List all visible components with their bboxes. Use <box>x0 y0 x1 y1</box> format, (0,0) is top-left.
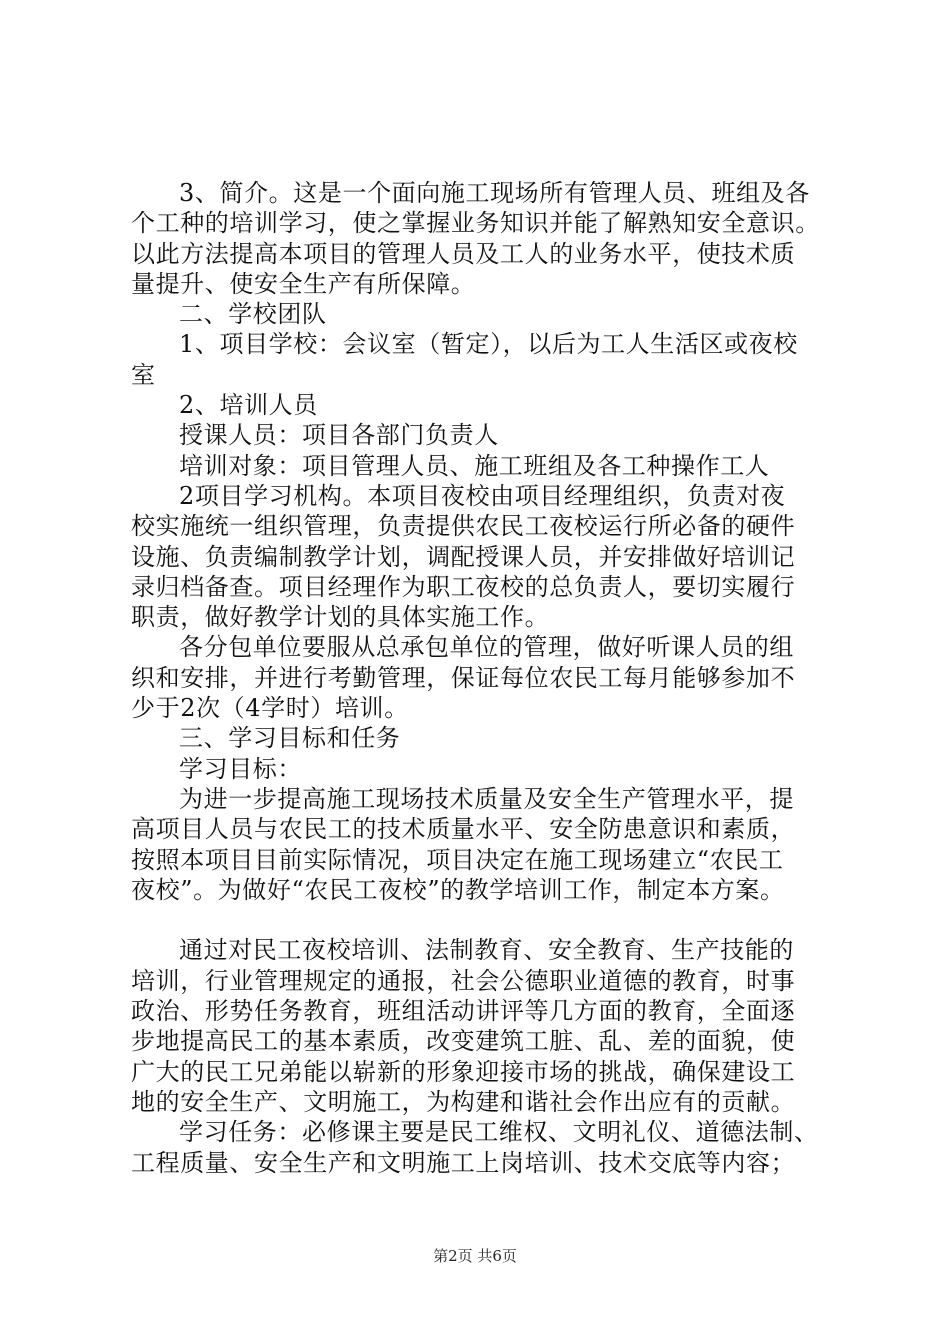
body-line: 通过对民工夜校培训、法制教育、安全教育、生产技能的 <box>179 936 794 965</box>
body-line: 培训对象：项目管理人员、施工班组及各工种操作工人 <box>179 451 770 480</box>
body-line: 2、培训人员 <box>179 391 318 420</box>
body-line: 步地提高民工的基本素质，改变建筑工脏、乱、差的面貌，使 <box>131 1027 796 1056</box>
body-line: 广大的民工兄弟能以崭新的形象迎接市场的挑战，确保建设工 <box>131 1057 796 1086</box>
body-line: 录归档备查。项目经理作为职工夜校的总负责人，要切实履行 <box>131 572 796 601</box>
section-heading: 二、学校团队 <box>179 300 327 329</box>
body-line: 学习目标： <box>179 754 302 783</box>
body-line: 3、简介。这是一个面向施工现场所有管理人员、班组及各 <box>179 179 810 207</box>
body-line: 室 <box>131 360 156 389</box>
body-line: 地的安全生产、文明施工，为构建和谐社会作出应有的贡献。 <box>131 1087 796 1116</box>
body-line: 2项目学习机构。本项目夜校由项目经理组织，负责对夜 <box>179 481 786 510</box>
body-line: 设施、负责编制教学计划，调配授课人员，并安排做好培训记 <box>131 542 796 571</box>
body-line: 按照本项目目前实际情况，项目决定在施工现场建立“农民工 <box>131 845 784 874</box>
body-line: 校实施统一组织管理，负责提供农民工夜校运行所必备的硬件 <box>131 512 796 541</box>
body-line: 以此方法提高本项目的管理人员及工人的业务水平，使技术质 <box>131 239 796 268</box>
body-line: 授课人员：项目各部门负责人 <box>179 421 499 450</box>
body-line: 各分包单位要服从总承包单位的管理，做好听课人员的组 <box>179 633 794 662</box>
section-heading: 三、学习目标和任务 <box>179 724 401 753</box>
body-line: 为进一步提高施工现场技术质量及安全生产管理水平，提 <box>179 784 794 813</box>
body-line: 夜校”。为做好“农民工夜校”的教学培训工作，制定本方案。 <box>131 875 785 904</box>
body-line: 培训，行业管理规定的通报，社会公德职业道德的教育，时事 <box>131 966 796 995</box>
body-line: 职责，做好教学计划的具体实施工作。 <box>131 603 550 632</box>
body-line: 织和安排，并进行考勤管理，保证每位农民工每月能够参加不 <box>131 663 796 692</box>
body-line: 少于2次（4学时）培训。 <box>131 694 409 723</box>
body-line: 学习任务：必修课主要是民工维权、文明礼仪、道德法制、 <box>179 1118 819 1147</box>
blank-line <box>131 905 851 935</box>
page-number-footer: 第2页 共6页 <box>433 1247 517 1265</box>
body-line: 个工种的培训学习，使之掌握业务知识并能了解熟知安全意识。 <box>131 209 820 238</box>
body-line: 政治、形势任务教育，班组活动讲评等几方面的教育，全面逐 <box>131 997 796 1026</box>
document-body <box>131 178 851 1178</box>
body-line: 高项目人员与农民工的技术质量水平、安全防患意识和素质， <box>131 815 796 844</box>
body-line: 工程质量、安全生产和文明施工上岗培训、技术交底等内容； <box>131 1148 796 1177</box>
body-line: 量提升、使安全生产有所保障。 <box>131 269 476 298</box>
body-line: 1、项目学校：会议室（暂定），以后为工人生活区或夜校 <box>179 330 798 359</box>
